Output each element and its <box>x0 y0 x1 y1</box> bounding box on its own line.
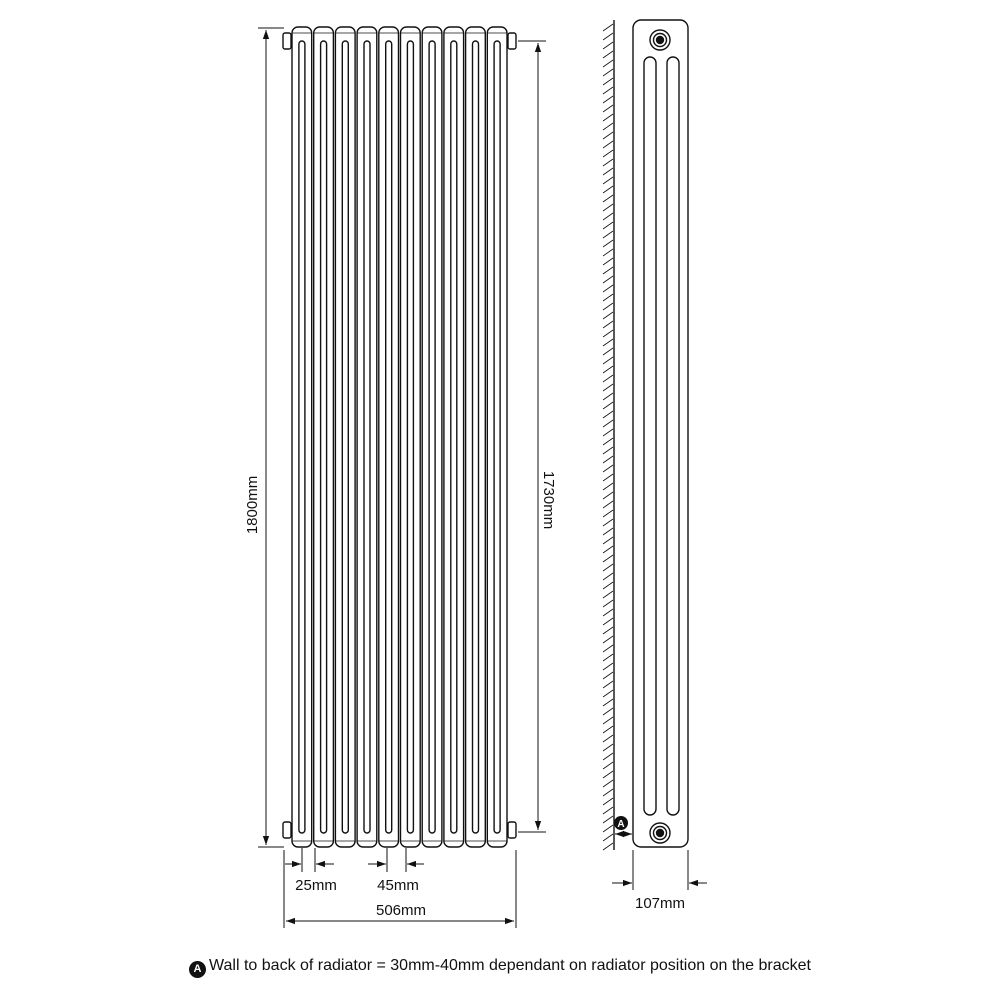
note-text: Wall to back of radiator = 30mm-40mm dependant on radiator position on the bracket <box>209 957 811 974</box>
wall-hatch-line <box>603 429 613 436</box>
wall-hatch-line <box>603 762 613 769</box>
wall-hatch-line <box>603 681 613 688</box>
wall-hatch-line <box>603 627 613 634</box>
wall-hatch-line <box>603 51 613 58</box>
radiator-column <box>357 27 377 847</box>
width-label: 506mm <box>375 902 427 919</box>
side-view <box>603 20 688 850</box>
wall-hatch-line <box>603 537 613 544</box>
wall-hatching <box>603 24 613 850</box>
side-slot-right <box>667 57 679 815</box>
radiator-column <box>422 27 442 847</box>
radiator-column <box>444 27 464 847</box>
wall-hatch-line <box>603 591 613 598</box>
left-bottom-valve <box>283 822 291 838</box>
front-view <box>283 27 516 847</box>
wall-hatch-line <box>603 96 613 103</box>
wall-hatch-line <box>603 690 613 697</box>
wall-hatch-line <box>603 60 613 67</box>
wall-hatch-line <box>603 564 613 571</box>
wall-hatch-line <box>603 339 613 346</box>
wall-hatch-line <box>603 510 613 517</box>
side-slot-left <box>644 57 656 815</box>
side-radiator-body <box>633 20 688 847</box>
gap-marker-letter: A <box>617 819 625 830</box>
wall-hatch-line <box>603 204 613 211</box>
wall-hatch-line <box>603 474 613 481</box>
wall-hatch-line <box>603 321 613 328</box>
wall-hatch-line <box>603 78 613 85</box>
radiator-columns <box>292 27 507 847</box>
wall-hatch-line <box>603 483 613 490</box>
wall-hatch-line <box>603 528 613 535</box>
wall-hatch-line <box>603 447 613 454</box>
wall-hatch-line <box>603 438 613 445</box>
wall-hatch-line <box>603 69 613 76</box>
wall-hatch-line <box>603 267 613 274</box>
right-top-valve <box>508 33 516 49</box>
wall-hatch-line <box>603 375 613 382</box>
left-top-valve <box>283 33 291 49</box>
wall-hatch-line <box>603 348 613 355</box>
wall-hatch-line <box>603 546 613 553</box>
wall-hatch-line <box>603 222 613 229</box>
right-bottom-valve <box>508 822 516 838</box>
wall-hatch-line <box>603 807 613 814</box>
wall-hatch-line <box>603 357 613 364</box>
wall-hatch-line <box>603 654 613 661</box>
wall-hatch-line <box>603 249 613 256</box>
column-spacing-label: 45mm <box>377 877 419 894</box>
wall-hatch-line <box>603 159 613 166</box>
wall-hatch-line <box>603 573 613 580</box>
wall-hatch-line <box>603 384 613 391</box>
wall-hatch-line <box>603 186 613 193</box>
wall-hatch-line <box>603 168 613 175</box>
wall-hatch-line <box>603 402 613 409</box>
wall-hatch-line <box>603 816 613 823</box>
wall-hatch-line <box>603 726 613 733</box>
side-bottom-valve <box>650 823 670 843</box>
note-badge: A <box>189 961 206 978</box>
wall-hatch-line <box>603 177 613 184</box>
wall-hatch-line <box>603 294 613 301</box>
radiator-column <box>379 27 399 847</box>
wall-hatch-line <box>603 636 613 643</box>
wall-hatch-line <box>603 87 613 94</box>
wall-hatch-line <box>603 24 613 31</box>
wall-hatch-line <box>603 834 613 841</box>
wall-hatch-line <box>603 519 613 526</box>
column-width-label: 25mm <box>295 877 337 894</box>
wall-hatch-line <box>603 843 613 850</box>
wall-hatch-line <box>603 42 613 49</box>
radiator-column <box>292 27 312 847</box>
wall-hatch-line <box>603 132 613 139</box>
wall-hatch-line <box>603 501 613 508</box>
wall-hatch-line <box>603 672 613 679</box>
wall-hatch-line <box>603 123 613 130</box>
wall-hatch-line <box>603 717 613 724</box>
wall-hatch-line <box>603 492 613 499</box>
wall-hatch-line <box>603 465 613 472</box>
wall-hatch-line <box>603 366 613 373</box>
wall-hatch-line <box>603 699 613 706</box>
side-top-valve <box>650 30 670 50</box>
wall-hatch-line <box>603 258 613 265</box>
wall-hatch-line <box>603 825 613 832</box>
wall-hatch-line <box>603 600 613 607</box>
wall-hatch-line <box>603 330 613 337</box>
wall-hatch-line <box>603 780 613 787</box>
wall-hatch-line <box>603 141 613 148</box>
wall-hatch-line <box>603 276 613 283</box>
wall-hatch-line <box>603 420 613 427</box>
wall-hatch-line <box>603 663 613 670</box>
wall-hatch-line <box>603 114 613 121</box>
depth-label: 107mm <box>634 895 686 912</box>
wall-hatch-line <box>603 744 613 751</box>
wall-hatch-line <box>603 789 613 796</box>
wall-hatch-line <box>603 393 613 400</box>
wall-hatch-line <box>603 645 613 652</box>
wall-hatch-line <box>603 771 613 778</box>
radiator-column <box>314 27 334 847</box>
wall-hatch-line <box>603 708 613 715</box>
wall-hatch-line <box>603 582 613 589</box>
wall-hatch-line <box>603 33 613 40</box>
height-1730-label: 1730mm <box>540 470 557 530</box>
wall-hatch-line <box>603 231 613 238</box>
radiator-column <box>335 27 355 847</box>
wall-hatch-line <box>603 150 613 157</box>
wall-hatch-line <box>603 195 613 202</box>
wall-hatch-line <box>603 312 613 319</box>
wall-hatch-line <box>603 105 613 112</box>
wall-gap-note <box>0 957 1000 978</box>
wall-hatch-line <box>603 798 613 805</box>
radiator-column <box>401 27 421 847</box>
wall-hatch-line <box>603 240 613 247</box>
wall-hatch-line <box>603 555 613 562</box>
wall-hatch-line <box>603 753 613 760</box>
radiator-column <box>487 27 507 847</box>
radiator-column <box>466 27 486 847</box>
wall-hatch-line <box>603 303 613 310</box>
wall-hatch-line <box>603 285 613 292</box>
wall-hatch-line <box>603 213 613 220</box>
wall-hatch-line <box>603 609 613 616</box>
wall-hatch-line <box>603 618 613 625</box>
front-dimensions <box>258 28 546 928</box>
height-1800-label: 1800mm <box>244 475 261 535</box>
wall-hatch-line <box>603 456 613 463</box>
wall-hatch-line <box>603 411 613 418</box>
gap-marker-a <box>614 816 628 830</box>
wall-hatch-line <box>603 735 613 742</box>
